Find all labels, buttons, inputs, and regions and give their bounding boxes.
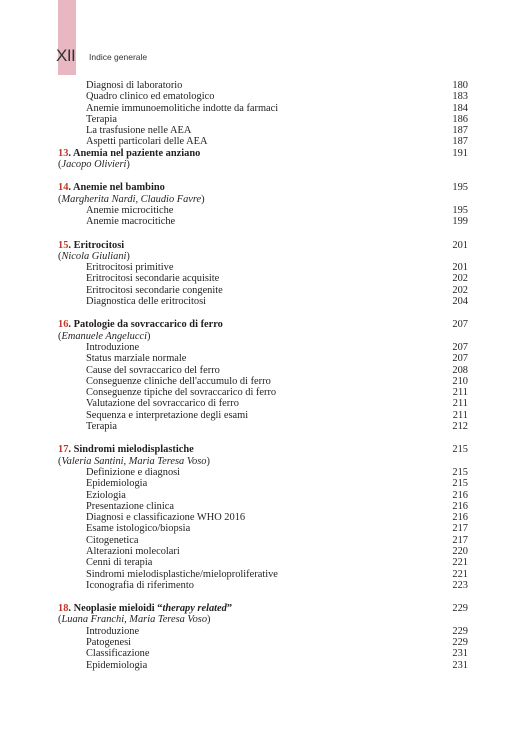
toc-entry[interactable] bbox=[58, 353, 468, 364]
chapter-number: 15 bbox=[58, 239, 69, 251]
toc-entry[interactable] bbox=[58, 626, 468, 637]
entry-title: Introduzione bbox=[86, 625, 140, 637]
toc-entry[interactable] bbox=[58, 421, 468, 432]
entry-page: 211 bbox=[452, 387, 468, 399]
toc-entry[interactable] bbox=[58, 512, 468, 523]
entry-page: 220 bbox=[452, 545, 468, 557]
chapter-title-text: Anemia nel paziente anziano bbox=[73, 147, 201, 159]
entry-page: 184 bbox=[452, 102, 468, 114]
entry-page: 187 bbox=[452, 136, 468, 148]
toc-entry[interactable] bbox=[58, 296, 468, 307]
entry-title: La trasfusione nelle AEA bbox=[86, 125, 192, 137]
entry-title: Eritrocitosi secondarie acquisite bbox=[86, 273, 220, 285]
chapter-number-dot: . bbox=[68, 239, 74, 251]
chapter-16 bbox=[58, 319, 468, 432]
entry-page: 231 bbox=[452, 659, 468, 671]
toc-entry[interactable] bbox=[58, 569, 468, 580]
entry-title: Sindromi mielodisplastiche/mieloproliferative bbox=[86, 568, 278, 580]
chapter-number: 14 bbox=[58, 182, 69, 194]
entry-title: Terapia bbox=[86, 421, 117, 433]
entry-title: Esame istologico/biopsia bbox=[86, 523, 191, 535]
entry-page: 210 bbox=[452, 375, 468, 387]
entry-title: Alterazioni molecolari bbox=[86, 545, 180, 557]
toc-entry[interactable] bbox=[58, 501, 468, 512]
entry-page: 202 bbox=[452, 284, 468, 296]
toc-entry[interactable] bbox=[58, 273, 468, 284]
chapter-heading[interactable] bbox=[58, 182, 468, 193]
entry-title: Cause del sovraccarico del ferro bbox=[86, 364, 220, 376]
paren-close: ) bbox=[126, 159, 130, 171]
toc-entry[interactable] bbox=[58, 125, 468, 136]
paren-open: ( bbox=[58, 330, 62, 342]
entry-title: Diagnosi di laboratorio bbox=[86, 80, 183, 91]
entry-page: 202 bbox=[452, 273, 468, 285]
chapter-heading[interactable] bbox=[58, 148, 468, 159]
authors-names: Nicola Giuliani bbox=[61, 250, 127, 262]
entry-title: Aspetti particolari delle AEA bbox=[86, 136, 208, 148]
chapter-heading[interactable] bbox=[58, 240, 468, 251]
chapter-page: 207 bbox=[452, 319, 468, 331]
chapter-title-text: Neoplasie mieloidi “ bbox=[73, 603, 163, 615]
chapter-title-text: Patologie da sovraccarico di ferro bbox=[73, 319, 223, 331]
chapter-title-text: Anemie nel bambino bbox=[73, 182, 165, 194]
chapter-heading[interactable] bbox=[58, 319, 468, 330]
running-title: Indice generale bbox=[89, 52, 148, 62]
entry-page: 229 bbox=[452, 637, 468, 649]
chapter-number-dot: . bbox=[68, 319, 74, 331]
chapter-title bbox=[58, 444, 194, 455]
toc-entry[interactable] bbox=[58, 216, 468, 227]
toc-entry[interactable] bbox=[58, 535, 468, 546]
toc-entry[interactable] bbox=[58, 103, 468, 114]
entry-page: 207 bbox=[452, 341, 468, 353]
entry-title: Diagnostica delle eritrocitosi bbox=[86, 296, 207, 308]
toc-entry[interactable] bbox=[58, 80, 468, 91]
entry-page: 216 bbox=[452, 489, 468, 501]
paren-open: ( bbox=[58, 193, 62, 205]
entry-title: Cenni di terapia bbox=[86, 557, 153, 569]
toc-entry[interactable] bbox=[58, 285, 468, 296]
chapter-number: 16 bbox=[58, 319, 69, 331]
chapter-heading[interactable] bbox=[58, 603, 468, 614]
entry-page: 229 bbox=[452, 625, 468, 637]
entry-title: Classificazione bbox=[86, 648, 150, 660]
entry-title: Patogenesi bbox=[86, 637, 132, 649]
entry-title: Anemie immunoemolitiche indotte da farmaci bbox=[86, 102, 279, 114]
toc-entry[interactable] bbox=[58, 91, 468, 102]
toc-entry[interactable] bbox=[58, 478, 468, 489]
paren-close: ) bbox=[146, 330, 151, 342]
authors-names: Jacopo Olivieri bbox=[61, 159, 127, 171]
chapter-number: 17 bbox=[58, 444, 69, 456]
entry-page: 201 bbox=[452, 262, 468, 274]
chapter-title-text: Eritrocitosi bbox=[73, 239, 125, 251]
toc-entry[interactable] bbox=[58, 342, 468, 353]
entry-page: 208 bbox=[452, 364, 468, 376]
authors-names: Valeria Santini, Maria Teresa Voso bbox=[61, 455, 207, 467]
chapter-number: 13 bbox=[58, 147, 69, 159]
paren-close: ) bbox=[126, 250, 130, 262]
chapter-number-dot: . bbox=[68, 444, 74, 456]
entry-title: Diagnosi e classificazione WHO 2016 bbox=[86, 512, 246, 524]
chapter-page: 201 bbox=[452, 239, 468, 251]
toc-entry[interactable] bbox=[58, 580, 468, 591]
paren-close: ) bbox=[201, 193, 205, 205]
chapter-authors bbox=[58, 456, 468, 467]
chapter-authors bbox=[58, 194, 468, 205]
authors-names: Luana Franchi, Maria Teresa Voso bbox=[61, 614, 208, 626]
entry-page: 223 bbox=[452, 579, 468, 591]
toc-entry[interactable] bbox=[58, 490, 468, 501]
toc-entry[interactable] bbox=[58, 648, 468, 659]
chapter-14 bbox=[58, 182, 468, 227]
chapter-title bbox=[58, 319, 223, 330]
entry-title: Epidemiologia bbox=[86, 478, 148, 490]
chapter-page: 191 bbox=[452, 147, 468, 159]
entry-page: 217 bbox=[452, 523, 468, 535]
entry-page: 216 bbox=[452, 512, 468, 524]
entry-page: 216 bbox=[452, 500, 468, 512]
entry-page: 207 bbox=[452, 353, 468, 365]
chapter-number-dot: . bbox=[68, 603, 74, 615]
entry-page: 215 bbox=[452, 466, 468, 478]
toc-entry[interactable] bbox=[58, 136, 468, 147]
chapter-title-suffix: ” bbox=[226, 603, 233, 615]
chapter-page: 229 bbox=[452, 603, 468, 615]
chapter-heading[interactable] bbox=[58, 444, 468, 455]
chapter-number-dot: . bbox=[68, 182, 74, 194]
chapter-17 bbox=[58, 444, 468, 591]
toc-entry[interactable] bbox=[58, 410, 468, 421]
entry-title: Conseguenze tipiche del sovraccarico di ferro bbox=[86, 387, 277, 399]
entry-page: 231 bbox=[452, 648, 468, 660]
chapter-number-dot: . bbox=[68, 147, 74, 159]
chapter-page: 215 bbox=[452, 444, 468, 456]
toc-entry[interactable] bbox=[58, 205, 468, 216]
entry-title: Anemie microcitiche bbox=[86, 204, 174, 216]
entry-page: 221 bbox=[452, 557, 468, 569]
chapter-title bbox=[58, 240, 124, 251]
toc-entry[interactable] bbox=[58, 523, 468, 534]
chapter-18 bbox=[58, 603, 468, 671]
paren-open: ( bbox=[58, 159, 62, 171]
entry-page: 195 bbox=[452, 204, 468, 216]
entry-title: Terapia bbox=[86, 113, 117, 125]
toc-entry[interactable] bbox=[58, 387, 468, 398]
chapter-15 bbox=[58, 240, 468, 308]
chapter-13 bbox=[58, 148, 468, 171]
chapter-page: 195 bbox=[452, 182, 468, 194]
paren-close: ) bbox=[207, 614, 211, 626]
entry-title: Anemie macrocitiche bbox=[86, 216, 176, 228]
chapter-number: 18 bbox=[58, 603, 69, 615]
chapter-title bbox=[58, 182, 165, 193]
entry-page: 199 bbox=[452, 216, 468, 228]
toc-entry[interactable] bbox=[58, 546, 468, 557]
entry-title: Introduzione bbox=[86, 341, 140, 353]
entry-title: Citogenetica bbox=[86, 534, 139, 546]
entry-title: Status marziale normale bbox=[86, 353, 187, 365]
paren-open: ( bbox=[58, 614, 62, 626]
entry-title: Presentazione clinica bbox=[86, 500, 174, 512]
page-number: XII bbox=[56, 46, 76, 65]
entry-title: Conseguenze cliniche dell'accumulo di ferro bbox=[86, 375, 271, 387]
authors-names: Margherita Nardi, Claudio Favre bbox=[61, 193, 202, 205]
chapter-authors bbox=[58, 614, 468, 625]
continued-section bbox=[58, 80, 468, 148]
entry-title: Definizione e diagnosi bbox=[86, 466, 181, 478]
toc-entry[interactable] bbox=[58, 376, 468, 387]
paren-open: ( bbox=[58, 455, 62, 467]
entry-title: Epidemiologia bbox=[86, 659, 148, 671]
toc-entry[interactable] bbox=[58, 637, 468, 648]
toc-entry[interactable] bbox=[58, 467, 468, 478]
entry-page: 215 bbox=[452, 478, 468, 490]
toc-entry[interactable] bbox=[58, 557, 468, 568]
authors-names: Emanuele Angelucci bbox=[61, 330, 147, 342]
entry-page: 211 bbox=[452, 398, 468, 410]
entry-title: Quadro clinico ed ematologico bbox=[86, 91, 215, 103]
chapter-title-italic: therapy related bbox=[162, 603, 227, 615]
entry-page: 212 bbox=[452, 421, 468, 433]
entry-title: Eziologia bbox=[86, 489, 126, 501]
entry-page: 180 bbox=[452, 80, 468, 91]
entry-page: 183 bbox=[452, 91, 468, 103]
toc-entry[interactable] bbox=[58, 114, 468, 125]
paren-open: ( bbox=[58, 250, 62, 262]
toc-entry[interactable] bbox=[58, 262, 468, 273]
entry-page: 187 bbox=[452, 125, 468, 137]
chapter-title-text: Sindromi mielodisplastiche bbox=[73, 444, 194, 456]
toc-entry[interactable] bbox=[58, 398, 468, 409]
entry-title: Iconografia di riferimento bbox=[86, 579, 194, 591]
entry-title: Sequenza e interpretazione degli esami bbox=[86, 409, 249, 421]
chapter-title bbox=[58, 603, 232, 614]
table-of-contents bbox=[58, 80, 468, 671]
entry-title: Eritrocitosi secondarie congenite bbox=[86, 284, 223, 296]
paren-close: ) bbox=[206, 455, 210, 467]
entry-page: 204 bbox=[452, 296, 468, 308]
entry-title: Eritrocitosi primitive bbox=[86, 262, 174, 274]
entry-page: 211 bbox=[452, 409, 468, 421]
entry-page: 217 bbox=[452, 534, 468, 546]
chapter-authors bbox=[58, 159, 468, 170]
chapter-authors bbox=[58, 331, 468, 342]
entry-title: Valutazione del sovraccarico di ferro bbox=[86, 398, 239, 410]
entry-page: 186 bbox=[452, 113, 468, 125]
toc-entry[interactable] bbox=[58, 365, 468, 376]
chapter-authors bbox=[58, 251, 468, 262]
chapter-title bbox=[58, 148, 200, 159]
entry-page: 221 bbox=[452, 568, 468, 580]
toc-entry[interactable] bbox=[58, 660, 468, 671]
